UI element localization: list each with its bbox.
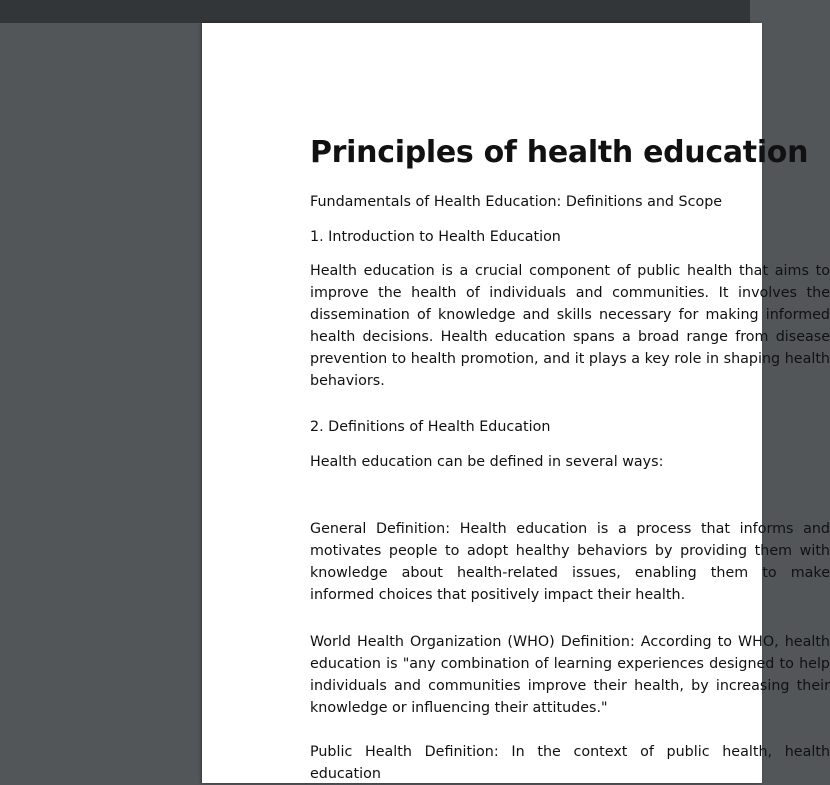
- paragraph-general-definition: General Definition: Health education is a process that informs and motivates people to adopt healthy behaviors by providing them with knowledge about health-related issues, enabling them to make informed choices that positively impact their health.: [310, 521, 830, 603]
- section-heading-definitions: 2. Definitions of Health Education: [310, 419, 551, 435]
- paragraph-introduction: Health education is a crucial component of public health that aims to improve the health of individuals and communities. It involves the dissemination of knowledge and skills necessary for making informed health decisions. Health education spans a broad range from disease prevention to health promotion, and it plays a key role in shaping health behaviors.: [310, 263, 830, 389]
- document-page: [202, 23, 830, 783]
- paragraph-who-definition: World Health Organization (WHO) Definition: According to WHO, health education is "any combination of learning experiences designed to help individuals and communities improve their health, by increasing their knowledge or influencing their attitudes.": [310, 634, 830, 716]
- paragraph-definitions-intro: Health education can be defined in several ways:: [310, 454, 664, 470]
- paragraph-public-health-definition: Public Health Definition: In the context of public health, health education: [310, 744, 830, 782]
- section-heading-introduction: 1. Introduction to Health Education: [310, 229, 561, 245]
- document-subtitle: Fundamentals of Health Education: Definitions and Scope: [310, 194, 723, 210]
- document-title: Principles of health education: [310, 135, 809, 170]
- viewer-toolbar: [0, 0, 750, 23]
- document-viewer[interactable]: [0, 23, 830, 782]
